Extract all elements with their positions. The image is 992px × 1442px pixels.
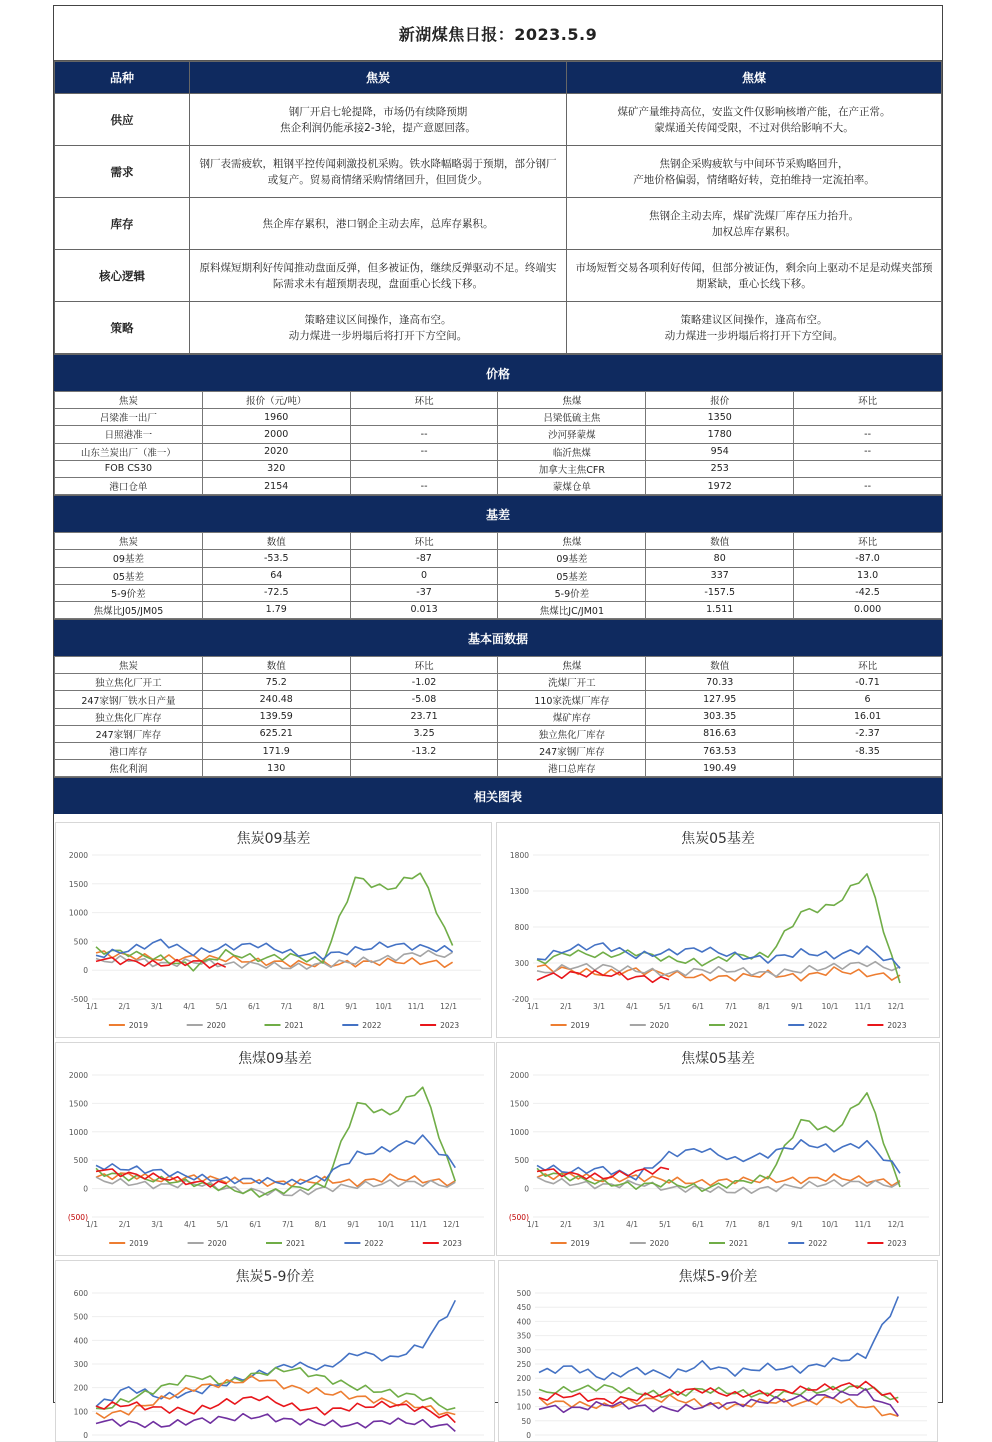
basis-header-cell: 数值 [202, 533, 350, 550]
basis-cell: 337 [646, 567, 794, 584]
chart-title: 焦炭5-9价差 [235, 1269, 315, 1286]
price-cell: 加拿大主焦CFR [498, 460, 646, 477]
chart-x-tick: 4/1 [625, 1220, 639, 1230]
chart-svg [497, 823, 939, 1037]
chart-y-tick: 100 [73, 1407, 88, 1417]
summary-coal-text: 焦钢企主动去库，煤矿洗煤厂库存压力抬升。 加权总库存累积。 [567, 198, 942, 250]
basis-header-cell: 环比 [350, 533, 498, 550]
fundamental-cell: 3.25 [350, 725, 498, 742]
fundamental-cell: 247家钢厂库存 [498, 743, 646, 760]
basis-cell: -42.5 [794, 584, 942, 601]
fundamental-header-cell: 焦炭 [55, 657, 203, 674]
chart-title: 焦煤09基差 [238, 1051, 312, 1068]
basis-cell: 焦煤比JC/JM01 [498, 601, 646, 618]
price-header-cell: 报价（元/吨） [202, 392, 350, 409]
chart-x-tick: 5/1 [216, 1220, 229, 1230]
fundamental-cell: 港口库存 [55, 743, 203, 760]
price-cell: 2020 [202, 443, 350, 460]
fundamental-cell [794, 760, 942, 777]
chart-x-tick: 6/1 [691, 1220, 705, 1230]
chart-x-tick: 12/1 [440, 1002, 458, 1012]
price-cell: -- [794, 443, 942, 460]
chart-panel [496, 1042, 940, 1256]
table-row [55, 567, 942, 584]
table-row [55, 674, 942, 691]
basis-header-cell: 环比 [794, 533, 942, 550]
fundamental-cell: -8.35 [794, 743, 942, 760]
basis-cell: 5-9价差 [498, 584, 646, 601]
price-cell: -- [350, 426, 498, 443]
chart-y-tick: 300 [514, 959, 529, 969]
legend-label: 2023 [440, 1021, 460, 1031]
chart-x-tick: 1/1 [85, 1002, 99, 1012]
chart-x-tick: 7/1 [724, 1220, 738, 1230]
chart-x-tick: 12/1 [442, 1220, 460, 1230]
fundamental-cell: 港口总库存 [498, 760, 646, 777]
legend-label: 2023 [887, 1239, 907, 1249]
price-header-cell: 报价 [646, 392, 794, 409]
chart-y-tick: 350 [516, 1331, 531, 1341]
fundamental-cell: -0.71 [794, 674, 942, 691]
price-cell [794, 409, 942, 426]
basis-cell: 05基差 [498, 567, 646, 584]
legend-label: 2020 [649, 1239, 669, 1249]
charts-area [54, 814, 942, 1442]
price-cell: 1960 [202, 409, 350, 426]
basis-cell: 5-9价差 [55, 584, 203, 601]
fundamental-table [54, 656, 942, 777]
basis-cell: 0.013 [350, 601, 498, 618]
basis-cell: 64 [202, 567, 350, 584]
price-cell: 1350 [646, 409, 794, 426]
price-cell: -- [350, 477, 498, 494]
price-cell [794, 460, 942, 477]
summary-header-cell: 焦煤 [567, 62, 942, 94]
chart-panel [55, 1260, 495, 1442]
chart-x-tick: 10/1 [821, 1220, 839, 1230]
chart-svg [56, 1261, 494, 1441]
legend-label: 2021 [286, 1239, 306, 1249]
chart-x-tick: 4/1 [183, 1002, 196, 1012]
basis-table [54, 532, 942, 619]
basis-cell: -87 [350, 550, 498, 567]
fundamental-cell: 洗煤厂开工 [498, 674, 646, 691]
table-row [55, 550, 942, 567]
chart-x-tick: 7/1 [280, 1002, 293, 1012]
basis-header-row [55, 533, 942, 550]
chart-x-tick: 4/1 [625, 1002, 639, 1012]
legend-label: 2020 [207, 1239, 227, 1249]
fundamental-cell: 190.49 [646, 760, 794, 777]
fundamental-cell: -1.02 [350, 674, 498, 691]
legend-label: 2019 [128, 1021, 148, 1031]
price-cell: 2154 [202, 477, 350, 494]
basis-cell: 1.79 [202, 601, 350, 618]
chart-y-tick: 200 [73, 1384, 88, 1394]
chart-x-tick: 5/1 [658, 1002, 672, 1012]
legend-label: 2020 [649, 1021, 669, 1031]
chart-y-tick: 1000 [509, 1128, 529, 1138]
chart-title: 焦炭05基差 [681, 831, 755, 848]
chart-x-tick: 8/1 [757, 1002, 771, 1012]
chart-x-tick: 4/1 [183, 1220, 197, 1230]
chart-y-tick: 0 [83, 1431, 88, 1441]
chart-panel [498, 1260, 938, 1442]
price-cell: 临沂焦煤 [498, 443, 646, 460]
summary-coke-text: 钢厂表需疲软，粗钢平控传闻刺激投机采购。铁水降幅略弱于预期，部分钢厂或复产。贸易商情绪采购情绪回升，但回货少。 [190, 146, 567, 198]
chart-series-line [537, 962, 900, 977]
report-frame [53, 5, 943, 1441]
fundamental-cell: -13.2 [350, 743, 498, 760]
price-body [55, 392, 942, 495]
chart-y-tick: 300 [516, 1346, 531, 1356]
fundamental-cell: 240.48 [202, 691, 350, 708]
chart-x-tick: 1/1 [85, 1220, 99, 1230]
price-header-cell: 焦煤 [498, 392, 646, 409]
price-cell: 沙河驿蒙煤 [498, 426, 646, 443]
basis-cell: 05基差 [55, 567, 203, 584]
chart-x-tick: 11/1 [854, 1220, 872, 1230]
price-header-cell: 环比 [794, 392, 942, 409]
summary-row [55, 146, 942, 198]
chart-x-tick: 3/1 [150, 1002, 163, 1012]
price-cell [350, 460, 498, 477]
price-section-title: 价格 [54, 354, 942, 391]
price-cell: 1780 [646, 426, 794, 443]
chart-y-tick: 0 [524, 1184, 529, 1194]
chart-svg [499, 1261, 937, 1441]
summary-coal-text: 市场短暂交易各项利好传闻，但部分被证伪，剩余向上驱动不足是动煤夹部预期紧缺，重心长线下移。 [567, 250, 942, 302]
fundamental-cell: 75.2 [202, 674, 350, 691]
price-cell: 日照港准一 [55, 426, 203, 443]
fundamental-cell: 130 [202, 760, 350, 777]
basis-cell: 13.0 [794, 567, 942, 584]
legend-label: 2022 [362, 1021, 382, 1031]
chart-x-tick: 3/1 [151, 1220, 164, 1230]
chart-x-tick: 8/1 [757, 1220, 771, 1230]
chart-y-tick: 0 [83, 966, 88, 976]
fundamental-header-cell: 数值 [202, 657, 350, 674]
price-cell: 253 [646, 460, 794, 477]
charts-section-title: 相关图表 [54, 777, 942, 814]
fundamental-cell: 70.33 [646, 674, 794, 691]
chart-svg [497, 1043, 939, 1255]
basis-section-title: 基差 [54, 495, 942, 532]
chart-y-tick: 600 [73, 1289, 88, 1299]
summary-row [55, 250, 942, 302]
fundamental-cell: 23.71 [350, 708, 498, 725]
basis-cell: -72.5 [202, 584, 350, 601]
price-cell: 954 [646, 443, 794, 460]
chart-y-tick: 500 [73, 1156, 88, 1166]
price-cell: 港口仓单 [55, 477, 203, 494]
chart-svg [56, 1043, 494, 1255]
summary-category: 供应 [55, 94, 190, 146]
price-cell: 1972 [646, 477, 794, 494]
summary-category: 库存 [55, 198, 190, 250]
summary-header-cell: 品种 [55, 62, 190, 94]
summary-coke-text: 策略建议区间操作，逢高布空。 动力煤进一步坍塌后将打开下方空间。 [190, 302, 567, 354]
chart-y-tick: 100 [516, 1402, 531, 1412]
price-cell [350, 409, 498, 426]
fundamental-cell: 763.53 [646, 743, 794, 760]
summary-row [55, 198, 942, 250]
chart-y-tick: 500 [73, 937, 88, 947]
chart-title: 焦煤05基差 [681, 1051, 755, 1068]
summary-coal-text: 策略建议区间操作，逢高布空。 动力煤进一步坍塌后将打开下方空间。 [567, 302, 942, 354]
basis-cell: 1.511 [646, 601, 794, 618]
fundamental-section-title: 基本面数据 [54, 619, 942, 656]
price-header-row [55, 392, 942, 409]
summary-body [55, 94, 942, 354]
basis-cell: -53.5 [202, 550, 350, 567]
summary-coke-text: 原料煤短期利好传闻推动盘面反弹，但多被证伪，继续反弹驱动不足。终端实际需求未有超预期表现，盘面重心长线下移。 [190, 250, 567, 302]
basis-cell: -157.5 [646, 584, 794, 601]
price-cell: 吕梁低硫主焦 [498, 409, 646, 426]
chart-x-tick: 6/1 [691, 1002, 705, 1012]
chart-x-tick: 9/1 [345, 1002, 358, 1012]
price-cell: 蒙煤仓单 [498, 477, 646, 494]
legend-label: 2023 [887, 1021, 907, 1031]
price-cell: 320 [202, 460, 350, 477]
legend-label: 2021 [729, 1239, 749, 1249]
chart-x-tick: 6/1 [249, 1220, 262, 1230]
chart-svg [56, 823, 491, 1037]
chart-panel [496, 822, 940, 1038]
chart-y-tick: 0 [83, 1184, 88, 1194]
report-title: 新湖煤焦日报：2023.5.9 [54, 6, 942, 61]
fundamental-cell: 247家钢厂铁水日产量 [55, 691, 203, 708]
fundamental-cell: 110家洗煤厂库存 [498, 691, 646, 708]
table-row [55, 725, 942, 742]
legend-label: 2022 [364, 1239, 384, 1249]
summary-coke-text: 焦企库存累积，港口钢企主动去库，总库存累积。 [190, 198, 567, 250]
basis-cell: -87.0 [794, 550, 942, 567]
chart-panel [55, 822, 492, 1038]
fundamental-cell: 303.35 [646, 708, 794, 725]
summary-category: 核心逻辑 [55, 250, 190, 302]
chart-x-tick: 11/1 [410, 1220, 428, 1230]
price-header-cell: 环比 [350, 392, 498, 409]
basis-cell: 0.000 [794, 601, 942, 618]
basis-cell: 80 [646, 550, 794, 567]
chart-x-tick: 2/1 [559, 1002, 573, 1012]
chart-title: 焦煤5-9价差 [678, 1269, 758, 1286]
legend-label: 2020 [206, 1021, 226, 1031]
table-row [55, 708, 942, 725]
price-table [54, 391, 942, 495]
price-cell: FOB CS30 [55, 460, 203, 477]
price-cell: -- [794, 426, 942, 443]
fundamental-header-cell: 环比 [350, 657, 498, 674]
fundamental-cell [350, 760, 498, 777]
fundamental-header-cell: 环比 [794, 657, 942, 674]
legend-label: 2021 [729, 1021, 749, 1031]
chart-x-tick: 2/1 [118, 1002, 131, 1012]
chart-y-tick: (500) [508, 1213, 529, 1223]
chart-y-tick: 2000 [68, 851, 88, 861]
chart-y-tick: 1000 [68, 1128, 88, 1138]
legend-label: 2019 [129, 1239, 149, 1249]
price-cell: -- [794, 477, 942, 494]
legend-label: 2022 [808, 1239, 828, 1249]
table-row [55, 460, 942, 477]
summary-coal-text: 焦钢企采购疲软与中间环节采购略回升， 产地价格偏弱，情绪略好转，竞拍维持一定流拍率。 [567, 146, 942, 198]
chart-y-tick: -500 [70, 995, 88, 1005]
fundamental-cell: 247家钢厂库存 [55, 725, 203, 742]
basis-cell: 09基差 [498, 550, 646, 567]
chart-y-tick: 1000 [68, 908, 88, 918]
chart-y-tick: 200 [516, 1374, 531, 1384]
fundamental-cell: 6 [794, 691, 942, 708]
chart-x-tick: 1/1 [526, 1220, 540, 1230]
legend-label: 2019 [570, 1239, 590, 1249]
table-row [55, 584, 942, 601]
chart-series-line [96, 1397, 455, 1423]
chart-y-tick: 2000 [68, 1071, 88, 1081]
chart-x-tick: 12/1 [887, 1220, 905, 1230]
legend-label: 2022 [808, 1021, 828, 1031]
chart-panel [55, 1042, 495, 1256]
summary-category: 需求 [55, 146, 190, 198]
chart-y-tick: 50 [521, 1417, 531, 1427]
chart-title: 焦炭09基差 [236, 831, 311, 848]
legend-label: 2023 [442, 1239, 462, 1249]
basis-header-cell: 焦炭 [55, 533, 203, 550]
chart-x-tick: 9/1 [790, 1002, 804, 1012]
fundamental-header-cell: 数值 [646, 657, 794, 674]
fundamental-cell: 16.01 [794, 708, 942, 725]
chart-y-tick: (500) [67, 1213, 88, 1223]
chart-y-tick: 2000 [509, 1071, 529, 1081]
chart-series-line [96, 1414, 455, 1432]
chart-x-tick: 9/1 [790, 1220, 804, 1230]
chart-x-tick: 7/1 [724, 1002, 738, 1012]
chart-y-tick: 1300 [509, 887, 529, 897]
table-row [55, 691, 942, 708]
chart-y-tick: 800 [514, 923, 529, 933]
fundamental-header-row [55, 657, 942, 674]
chart-y-tick: 150 [516, 1388, 531, 1398]
chart-y-tick: 400 [73, 1336, 88, 1346]
fundamental-cell: 127.95 [646, 691, 794, 708]
basis-cell: 0 [350, 567, 498, 584]
summary-row [55, 302, 942, 354]
chart-x-tick: 11/1 [854, 1002, 872, 1012]
chart-y-tick: 1800 [509, 851, 529, 861]
price-cell: 吕梁准一出厂 [55, 409, 203, 426]
chart-series-line [537, 1093, 900, 1191]
chart-y-tick: 500 [516, 1289, 531, 1299]
chart-x-tick: 5/1 [215, 1002, 228, 1012]
price-header-cell: 焦炭 [55, 392, 203, 409]
chart-x-tick: 11/1 [407, 1002, 425, 1012]
fundamental-cell: 独立焦化厂库存 [498, 725, 646, 742]
chart-x-tick: 6/1 [248, 1002, 261, 1012]
chart-y-tick: 1500 [68, 1099, 88, 1109]
fundamental-body [55, 657, 942, 777]
basis-header-cell: 焦煤 [498, 533, 646, 550]
fundamental-cell: 139.59 [202, 708, 350, 725]
table-row [55, 477, 942, 494]
chart-y-tick: 0 [526, 1431, 531, 1441]
fundamental-cell: 独立焦化厂开工 [55, 674, 203, 691]
chart-x-tick: 9/1 [347, 1220, 360, 1230]
chart-y-tick: 400 [516, 1317, 531, 1327]
chart-x-tick: 10/1 [375, 1002, 393, 1012]
table-row [55, 743, 942, 760]
chart-x-tick: 12/1 [887, 1002, 905, 1012]
summary-row [55, 94, 942, 146]
summary-table [54, 61, 942, 354]
table-row [55, 760, 942, 777]
basis-cell: 焦煤比J05/JM05 [55, 601, 203, 618]
chart-series-line [96, 951, 453, 970]
chart-x-tick: 10/1 [377, 1220, 395, 1230]
summary-category: 策略 [55, 302, 190, 354]
chart-y-tick: 250 [516, 1360, 531, 1370]
chart-y-tick: 300 [73, 1360, 88, 1370]
chart-x-tick: 10/1 [821, 1002, 839, 1012]
summary-coke-text: 钢厂开启七轮提降，市场仍有续降预期 焦企利润仍能承接2-3轮，提产意愿回落。 [190, 94, 567, 146]
fundamental-cell: 煤矿库存 [498, 708, 646, 725]
chart-x-tick: 2/1 [559, 1220, 573, 1230]
legend-label: 2021 [284, 1021, 304, 1031]
price-cell: -- [350, 443, 498, 460]
chart-x-tick: 1/1 [526, 1002, 540, 1012]
basis-cell: -37 [350, 584, 498, 601]
fundamental-cell: -5.08 [350, 691, 498, 708]
chart-y-tick: 450 [516, 1303, 531, 1313]
chart-y-tick: -200 [511, 995, 529, 1005]
chart-x-tick: 8/1 [312, 1002, 325, 1012]
chart-y-tick: 1500 [509, 1099, 529, 1109]
chart-x-tick: 2/1 [118, 1220, 131, 1230]
fundamental-cell: -2.37 [794, 725, 942, 742]
summary-header-row [55, 62, 942, 94]
chart-y-tick: 500 [514, 1156, 529, 1166]
basis-header-cell: 数值 [646, 533, 794, 550]
chart-x-tick: 8/1 [314, 1220, 327, 1230]
table-row [55, 601, 942, 618]
chart-series-line [539, 1297, 898, 1380]
fundamental-cell: 625.21 [202, 725, 350, 742]
legend-label: 2019 [570, 1021, 590, 1031]
summary-header-cell: 焦炭 [190, 62, 567, 94]
basis-body [55, 533, 942, 619]
fundamental-cell: 816.63 [646, 725, 794, 742]
fundamental-header-cell: 焦煤 [498, 657, 646, 674]
chart-x-tick: 5/1 [658, 1220, 672, 1230]
fundamental-cell: 焦化利润 [55, 760, 203, 777]
price-cell: 2000 [202, 426, 350, 443]
price-cell: 山东兰炭出厂（准一） [55, 443, 203, 460]
basis-cell: 09基差 [55, 550, 203, 567]
table-row [55, 443, 942, 460]
chart-x-tick: 3/1 [592, 1002, 606, 1012]
fundamental-cell: 独立焦化厂库存 [55, 708, 203, 725]
summary-coal-text: 煤矿产量维持高位，安监文件仅影响核增产能，在产正常。 蒙煤通关传闻受限，不过对供给影响不大。 [567, 94, 942, 146]
chart-y-tick: 500 [73, 1313, 88, 1323]
table-row [55, 409, 942, 426]
table-row [55, 426, 942, 443]
chart-x-tick: 7/1 [281, 1220, 295, 1230]
chart-x-tick: 3/1 [592, 1220, 606, 1230]
chart-y-tick: 1500 [68, 880, 88, 890]
fundamental-cell: 171.9 [202, 743, 350, 760]
